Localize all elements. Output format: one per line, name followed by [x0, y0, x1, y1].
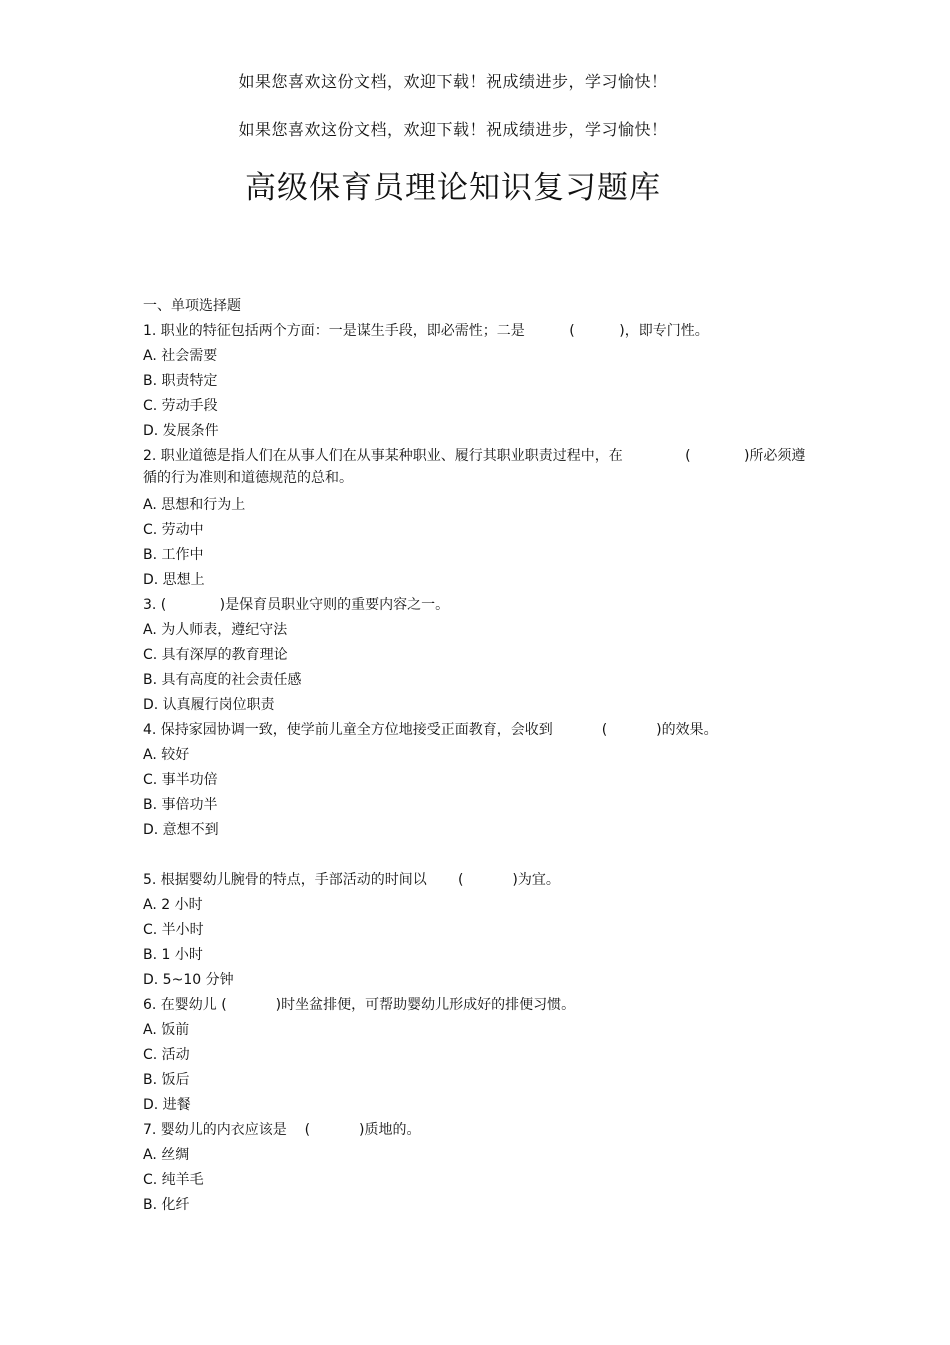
question-stem: 6. 在婴幼儿 ( )时坐盆排便，可帮助婴幼儿形成好的排便习惯。 [143, 997, 576, 1013]
option-item: C. 具有深厚的教育理论 [143, 647, 288, 663]
question-7 [143, 1118, 823, 1218]
blank-line [143, 843, 823, 868]
question-5 [143, 868, 823, 993]
option-item: A. 社会需要 [143, 348, 218, 364]
option-item: A. 为人师表，遵纪守法 [143, 622, 288, 638]
option-item: B. 职责特定 [143, 373, 218, 389]
option-item: A. 思想和行为上 [143, 497, 246, 513]
option-item: C. 半小时 [143, 922, 204, 938]
option-item: C. 劳动中 [143, 522, 204, 538]
option-list [143, 893, 823, 993]
option-item: B. 化纤 [143, 1197, 190, 1213]
question-stem: 3. ( )是保育员职业守则的重要内容之一。 [143, 597, 450, 613]
download-banner-second: 如果您喜欢这份文档，欢迎下载！祝成绩进步，学习愉快！ [238, 120, 668, 139]
option-item: A. 丝绸 [143, 1147, 190, 1163]
option-item: D. 意想不到 [143, 822, 219, 838]
option-item: B. 工作中 [143, 547, 204, 563]
option-item: B. 饭后 [143, 1072, 190, 1088]
option-item: D. 思想上 [143, 572, 205, 588]
question-1 [143, 319, 823, 444]
question-stem: 4. 保持家园协调一致，使学前儿童全方位地接受正面教育，会收到 ( )的效果。 [143, 722, 718, 738]
section-heading: 一、单项选择题 [143, 298, 241, 314]
question-stem: 5. 根据婴幼儿腕骨的特点，手部活动的时间以 ( )为宜。 [143, 872, 560, 888]
option-item: B. 1 小时 [143, 947, 203, 963]
question-stem: 1. 职业的特征包括两个方面：一是谋生手段，即必需性；二是 ( )，即专门性。 [143, 323, 709, 339]
option-list [143, 1018, 823, 1118]
download-banner-top: 如果您喜欢这份文档，欢迎下载！祝成绩进步，学习愉快！ [238, 72, 668, 91]
option-item: C. 劳动手段 [143, 398, 218, 414]
option-item: B. 具有高度的社会责任感 [143, 672, 302, 688]
question-6 [143, 993, 823, 1118]
option-item: C. 纯羊毛 [143, 1172, 204, 1188]
question-2 [143, 444, 823, 593]
question-4 [143, 718, 823, 843]
question-stem: 7. 婴幼儿的内衣应该是 ( )质地的。 [143, 1122, 421, 1138]
option-list [143, 344, 823, 444]
option-list [143, 1143, 823, 1218]
question-list [143, 294, 823, 1218]
option-item: C. 事半功倍 [143, 772, 218, 788]
option-item: A. 较好 [143, 747, 190, 763]
option-list [143, 493, 823, 593]
option-item: C. 活动 [143, 1047, 190, 1063]
question-3 [143, 593, 823, 718]
option-item: A. 2 小时 [143, 897, 203, 913]
option-item: D. 认真履行岗位职责 [143, 697, 275, 713]
option-item: B. 事倍功半 [143, 797, 218, 813]
option-item: D. 进餐 [143, 1097, 191, 1113]
option-list [143, 618, 823, 718]
document-title: 高级保育员理论知识复习题库 [245, 170, 661, 206]
option-item: A. 饭前 [143, 1022, 190, 1038]
option-item: D. 5~10 分钟 [143, 972, 234, 988]
question-stem: 2. 职业道德是指人们在从事人们在从事某种职业、履行其职业职责过程中，在 ( )所必须遵循的行为准则和道德规范的总和。 [143, 448, 806, 486]
option-item: D. 发展条件 [143, 423, 219, 439]
option-list [143, 743, 823, 843]
